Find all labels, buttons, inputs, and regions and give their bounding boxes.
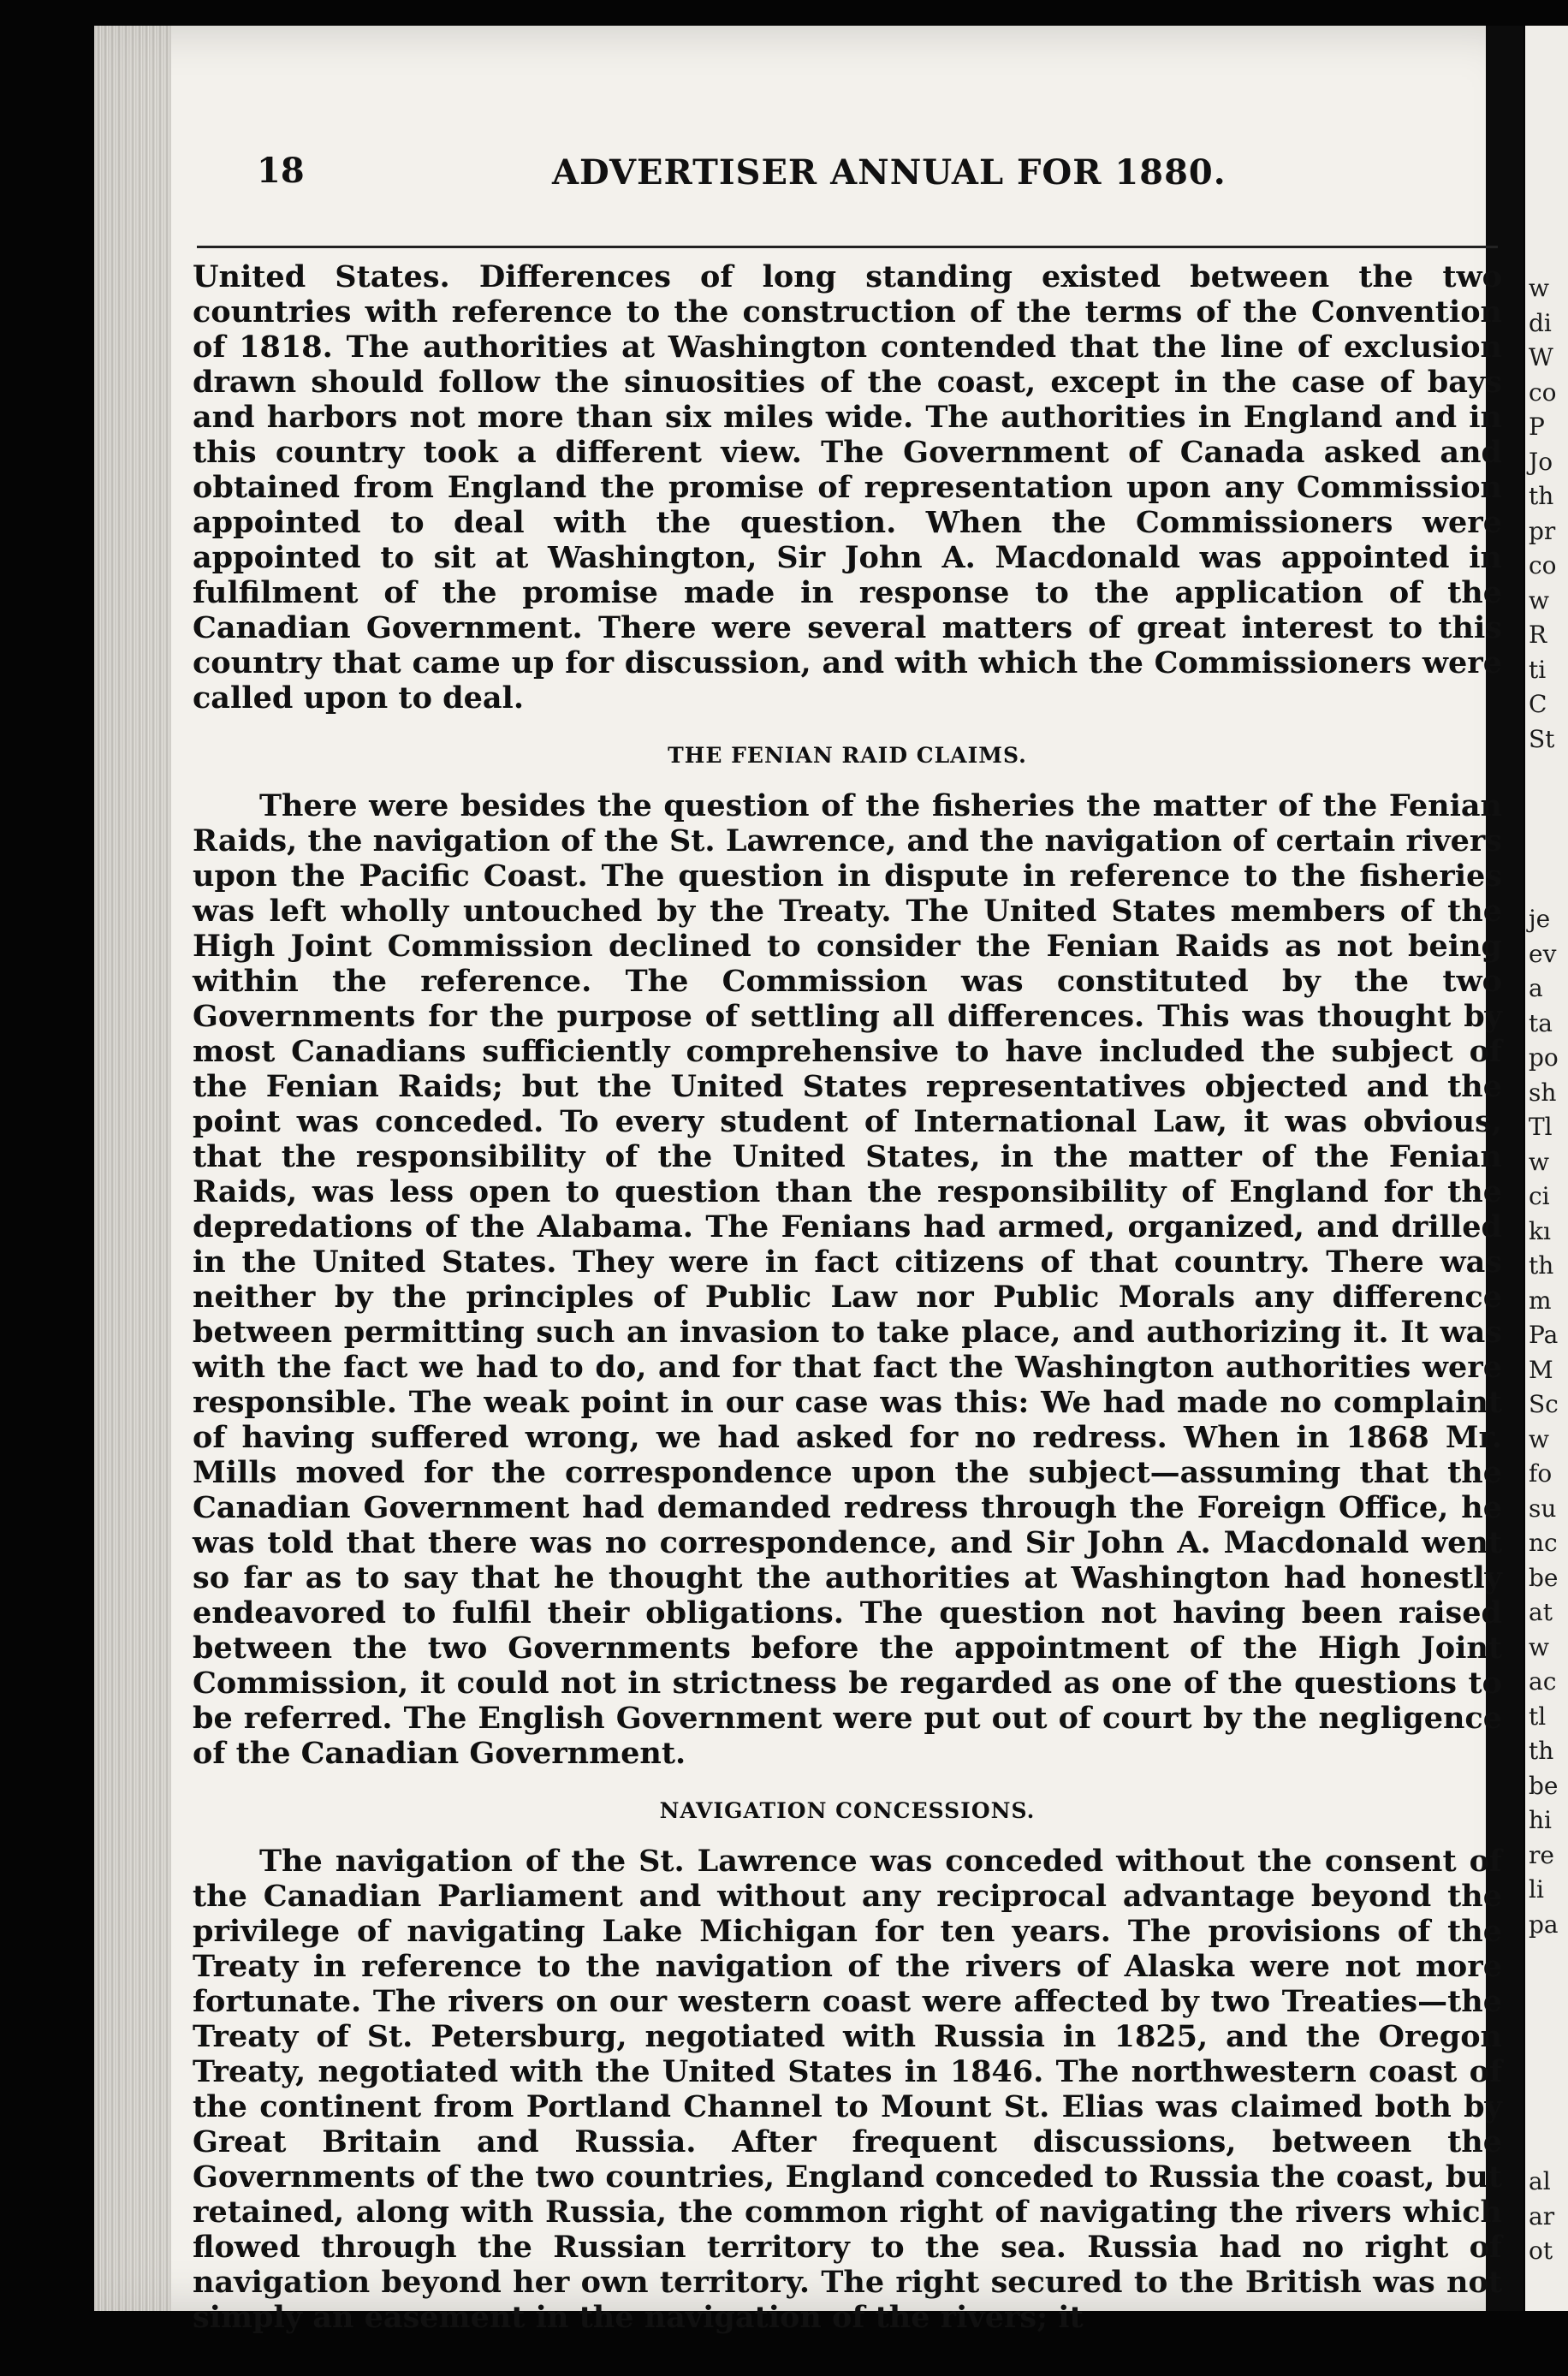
- paragraph-intro: United States. Differences of long standing existed between the two countries with reference to the construction of the terms of the Convention of 1818. The authorities at Washington contended that the line of exclusion drawn should follow the sinuosities of the coast, except in the case of bays and harbors not more than six miles wide. The authorities in England and in this country took a different view. The Government of Canada asked and obtained from England the promise of representation upon any Commission appointed to deal with the question. When the Commissioners were appointed to sit at Washington, Sir John A. Macdonald was appointed in fulfilment of the promise made in response to the application of the Canadian Government. There were several matters of great interest to this country that came up for discussion, and with which the Commissioners were called upon to deal.: [193, 259, 1502, 716]
- facing-page-fragment: al: [1529, 2167, 1551, 2195]
- facing-page-fragment: je: [1529, 905, 1551, 933]
- facing-page-fragment: Pa: [1529, 1321, 1559, 1349]
- article-body: [193, 259, 1502, 2335]
- facing-page-fragment: sh: [1529, 1078, 1557, 1107]
- facing-page-fragment: ti: [1529, 655, 1547, 684]
- section-heading-navigation-concessions: NAVIGATION CONCESSIONS.: [659, 1798, 1036, 1823]
- facing-page-fragment: pr: [1529, 516, 1556, 545]
- facing-page-fragment: w: [1529, 1147, 1549, 1176]
- section-heading-fenian-raid-claims: THE FENIAN RAID CLAIMS.: [668, 743, 1027, 768]
- facing-page-fragment: P: [1529, 413, 1545, 441]
- facing-page-fragment: W: [1529, 343, 1553, 371]
- facing-page-fragment: Jo: [1529, 447, 1553, 476]
- facing-page-fragment: fo: [1529, 1459, 1553, 1488]
- facing-page-fragment: su: [1529, 1494, 1557, 1523]
- facing-page-fragment: ac: [1529, 1667, 1557, 1696]
- facing-page-fragment: St: [1529, 724, 1555, 753]
- facing-page-fragment: ev: [1529, 939, 1557, 968]
- facing-page-fragment: w: [1529, 1632, 1549, 1661]
- facing-page-fragment: a: [1529, 974, 1543, 1002]
- facing-page-fragment: w: [1529, 1424, 1549, 1453]
- facing-page-fragment: be: [1529, 1563, 1559, 1592]
- facing-page-fragment: R: [1529, 621, 1547, 649]
- page-stack-edges: [94, 26, 171, 2311]
- facing-page-fragment: re: [1529, 1840, 1554, 1869]
- facing-page-fragment: ot: [1529, 2236, 1553, 2265]
- facing-page-fragment: w: [1529, 274, 1549, 302]
- facing-page-fragment: co: [1529, 377, 1557, 407]
- facing-page-fragment: th: [1529, 1251, 1554, 1280]
- header-rule: [197, 246, 1498, 248]
- paragraph-fenian-raid-claims: There were besides the question of the fisheries the matter of the Fenian Raids, the navigation of the St. Lawrence, and the navigation of certain rivers upon the Pacific Coast. The question in dispute in reference to the fisheries was left wholly untouched by the Treaty. The United States members of the High Joint Commission declined to consider the Fenian Raids as not being within the reference. The Commission was constituted by the two Governments for the purpose of settling all differences. This was thought by most Canadians sufficiently comprehensive to have included the subject of the Fenian Raids; but the United States representatives objected and the point was conceded. To every student of International Law, it was obvious, that the responsibility of the United States, in the matter of the Fenian Raids, was less open to question than the responsibility of England for the depredations of the Alabama. The Fenians had armed, organized, and drilled in the United States. They were in fact citizens of that country. There was neither by the principles of Public Law nor Public Morals any difference between permitting such an invasion to take place, and authorizing it. It was with the fact we had to do, and for that fact the Washington authorities were responsible. The weak point in our case was this: We had made no complaint of having suffered wrong, we had asked for no redress. When in 1868 Mr. Mills moved for the correspondence upon the subject—assuming that the Canadian Government had demanded redress through the Foreign Office, he was told that there was no correspondence, and Sir John A. Macdonald went so far as to say that he thought the authorities at Washington had honestly endeavored to fulfil their obligations. The question not having been raised between the two Governments before the appointment of the High Joint Commission, it could not in strictness be regarded as one of the questions to be referred. The English Government were put out of court by the negligence of the Canadian Government.: [193, 788, 1502, 1771]
- facing-page-fragment: M: [1529, 1355, 1553, 1384]
- facing-page-fragment: co: [1529, 551, 1557, 579]
- facing-page-fragment: Sc: [1529, 1390, 1559, 1418]
- facing-page-fragment: w: [1529, 585, 1549, 615]
- facing-page-edge: [1525, 26, 1568, 2311]
- facing-page-fragment: po: [1529, 1043, 1559, 1072]
- facing-page-fragment: nc: [1529, 1529, 1558, 1557]
- facing-page-fragment: be: [1529, 1771, 1559, 1800]
- facing-page-fragment: th: [1529, 1737, 1554, 1765]
- facing-page-fragment: hi: [1529, 1806, 1552, 1834]
- facing-page-fragment: di: [1529, 308, 1552, 337]
- facing-page-fragment: th: [1529, 482, 1554, 510]
- facing-page-fragment: tl: [1529, 1702, 1547, 1731]
- page-header: [163, 144, 1498, 204]
- facing-page-fragment: kı: [1529, 1216, 1551, 1245]
- facing-page-fragment: ci: [1529, 1182, 1550, 1210]
- facing-page-fragment: C: [1529, 690, 1547, 718]
- facing-page-fragment: li: [1529, 1875, 1544, 1904]
- facing-page-fragment: ta: [1529, 1008, 1553, 1037]
- page-number: 18: [257, 151, 305, 191]
- facing-page-fragment: pa: [1529, 1910, 1559, 1939]
- facing-page-fragment: at: [1529, 1598, 1553, 1626]
- paragraph-navigation-concessions: The navigation of the St. Lawrence was conceded without the consent of the Canadian Parliament and without any reciprocal advantage beyond the privilege of navigating Lake Michigan for ten years. The provisions of the Treaty in reference to the navigation of the rivers of Alaska were not more fortunate. The rivers on our western coast were affected by two Treaties—the Treaty of St. Petersburg, negotiated with Russia in 1825, and the Oregon Treaty, negotiated with the United States in 1846. The northwestern coast of the continent from Portland Channel to Mount St. Elias was claimed both by Great Britain and Russia. After frequent discussions, between the Governments of the two countries, England conceded to Russia the coast, but retained, along with Russia, the common right of navigating the rivers which flowed through the Russian territory to the sea. Russia had no right of navigation beyond her own territory. The right secured to the British was not simply an easement in the navigation of the rivers; it: [193, 1844, 1502, 2335]
- facing-page-fragment: Tl: [1529, 1113, 1553, 1141]
- facing-page-fragment: ar: [1529, 2201, 1555, 2230]
- facing-page-fragment: m: [1529, 1286, 1552, 1315]
- running-title: ADVERTISER ANNUAL FOR 1880.: [552, 152, 1226, 193]
